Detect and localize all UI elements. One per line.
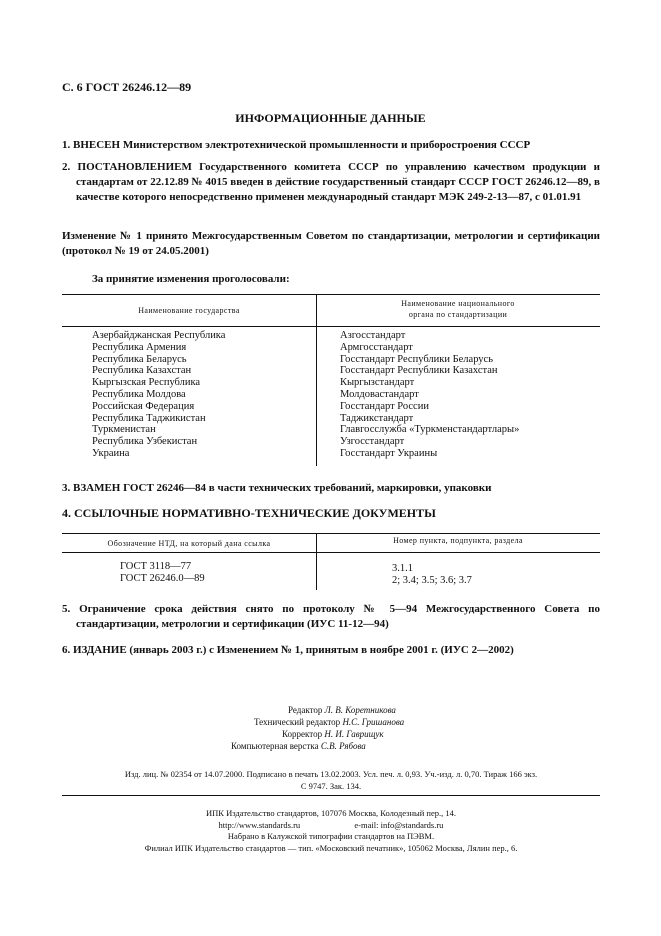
credit-proofreader bbox=[282, 729, 384, 741]
states-col1-header: Наименование государства bbox=[138, 306, 240, 315]
publisher-site: http://www.standards.ru bbox=[218, 819, 301, 830]
publisher-block bbox=[62, 808, 600, 854]
states-col2-header bbox=[316, 298, 600, 320]
table-row: Республика Казахстан bbox=[92, 365, 192, 377]
table-row: Республика Таджикистан bbox=[92, 412, 206, 424]
refs-col1-header: Обозначение НТД, на который дана ссылка bbox=[107, 539, 271, 548]
section-5 bbox=[62, 602, 600, 632]
credit-layout bbox=[231, 741, 366, 753]
imprint-line-1: Изд. лиц. № 02354 от 14.07.2000. Подписано в печать 13.02.2003. Усл. печ. л. 0,93. Уч.-изд. л. 0,70. Тираж 166 экз. bbox=[124, 769, 538, 779]
imprint-block bbox=[62, 768, 600, 792]
table-top-rule bbox=[62, 294, 600, 295]
credit-role: Компьютерная верстка bbox=[231, 741, 319, 751]
credit-tech-editor bbox=[254, 717, 404, 729]
table-row: Туркменистан bbox=[92, 424, 156, 436]
refs-top-rule bbox=[62, 533, 600, 534]
publisher-line-1: ИПК Издательство стандартов, 107076 Москва, Колодезный пер., 14. bbox=[206, 808, 456, 818]
table-row: Республика Беларусь bbox=[92, 353, 187, 365]
table-row: 3.1.1 bbox=[392, 563, 413, 574]
states-table bbox=[62, 294, 600, 466]
section-6: 6. ИЗДАНИЕ (январь 2003 г.) с Изменением № 1, принятым в ноябре 2001 г. (ИУС 2—2002) bbox=[62, 644, 514, 656]
table-header-rule bbox=[62, 326, 600, 327]
publisher-rule bbox=[62, 795, 600, 796]
section-3: 3. ВЗАМЕН ГОСТ 26246—84 в части технических требований, маркировки, упаковки bbox=[62, 482, 492, 494]
table-row: Госстандарт Республики Беларусь bbox=[340, 353, 494, 365]
states-col2-header-line1: Наименование национального bbox=[401, 299, 515, 308]
refs-col2-header: Номер пункта, подпункта, раздела bbox=[393, 536, 523, 545]
table-row: ГОСТ 3118—77 bbox=[120, 561, 192, 572]
table-row: Госстандарт России bbox=[340, 400, 429, 412]
publisher-line-4: Филиал ИПК Издательство стандартов — тип. «Московский печатник», 105062 Москва, Лялин пер., 6. bbox=[144, 842, 518, 853]
table-row: ГОСТ 26246.0—89 bbox=[120, 572, 205, 584]
table-row: Российская Федерация bbox=[92, 400, 195, 412]
page-header: С. 6 ГОСТ 26246.12—89 bbox=[62, 80, 192, 94]
credit-name: Л. В. Коретникова bbox=[324, 705, 396, 715]
table-row: Госстандарт Украины bbox=[340, 447, 438, 459]
section-5-text: 5. Ограничение срока действия снято по протоколу № 5—94 Межгосударственного Совета по стандартизации, метрологии и сертификации (ИУС 11-12—94) bbox=[62, 603, 600, 630]
table-row: 2; 3.4; 3.5; 3.6; 3.7 bbox=[392, 574, 472, 586]
table-row: Таджикстандарт bbox=[340, 412, 414, 424]
imprint-line-2: С 9747. Зак. 134. bbox=[300, 781, 362, 791]
table-row: Республика Молдова bbox=[92, 388, 186, 400]
table-row: Республика Узбекистан bbox=[92, 436, 198, 448]
table-row: Азербайджанская Республика bbox=[92, 330, 226, 341]
section-4: 4. ССЫЛОЧНЫЕ НОРМАТИВНО-ТЕХНИЧЕСКИЕ ДОКУМЕНТЫ bbox=[62, 506, 436, 520]
credit-name: С.В. Рябова bbox=[320, 741, 366, 751]
refs-docs-column bbox=[120, 561, 205, 585]
table-row: Армгосстандарт bbox=[340, 341, 413, 353]
refs-clauses-column bbox=[392, 563, 472, 587]
voted-label: За принятие изменения проголосовали: bbox=[92, 273, 290, 285]
table-row: Главгосслужба «Туркменстандартлары» bbox=[340, 424, 520, 436]
publisher-email: e-mail: info@standards.ru bbox=[354, 819, 444, 830]
table-row: Кыргызстандарт bbox=[340, 377, 415, 389]
table-row: Азгосстандарт bbox=[340, 330, 406, 341]
section-2 bbox=[62, 160, 600, 205]
table-row: Молдовастандарт bbox=[340, 388, 419, 400]
credits-block bbox=[0, 705, 661, 755]
table-row: Узгосстандарт bbox=[340, 436, 405, 448]
document-title: ИНФОРМАЦИОННЫЕ ДАННЫЕ bbox=[235, 111, 426, 125]
states-col2-header-line2: органа по стандартизации bbox=[408, 310, 508, 319]
credit-editor bbox=[288, 705, 396, 717]
amendment-note: Изменение № 1 принято Межгосударственным Советом по стандартизации, метрологии и сертификации (протокол № 19 от 24.05.2001) bbox=[62, 230, 600, 257]
table-row: Украина bbox=[92, 447, 130, 459]
states-column bbox=[92, 330, 225, 460]
bodies-column bbox=[340, 330, 519, 460]
refs-header-rule bbox=[62, 552, 600, 553]
table-row: Госстандарт Республики Казахстан bbox=[340, 365, 498, 377]
credit-name: Н. И. Гаврищук bbox=[324, 729, 384, 739]
publisher-line-2 bbox=[62, 820, 600, 832]
credit-role: Корректор bbox=[282, 729, 323, 739]
table-row: Кыргызская Республика bbox=[92, 377, 201, 389]
section-1: 1. ВНЕСЕН Министерством электротехнической промышленности и приборостроения СССР bbox=[62, 139, 531, 151]
credit-name: Н.С. Гришанова bbox=[342, 717, 405, 727]
references-table bbox=[62, 533, 600, 590]
credit-role: Редактор bbox=[288, 705, 323, 715]
section-2-text: 2. ПОСТАНОВЛЕНИЕМ Государственного комитета СССР по управлению качеством продукции и стандартам от 22.12.89 № 4015 введен в действие государственный стандарт СССР ГОСТ 26246.12—89, в качестве которого непосредственно применен международный стандарт МЭК 249-2-13—87, с 01.01.91 bbox=[62, 161, 600, 203]
table-row: Республика Армения bbox=[92, 341, 187, 353]
publisher-line-3: Набрано в Калужской типографии стандартов на ПЭВМ. bbox=[227, 831, 435, 841]
credit-role: Технический редактор bbox=[254, 717, 341, 727]
